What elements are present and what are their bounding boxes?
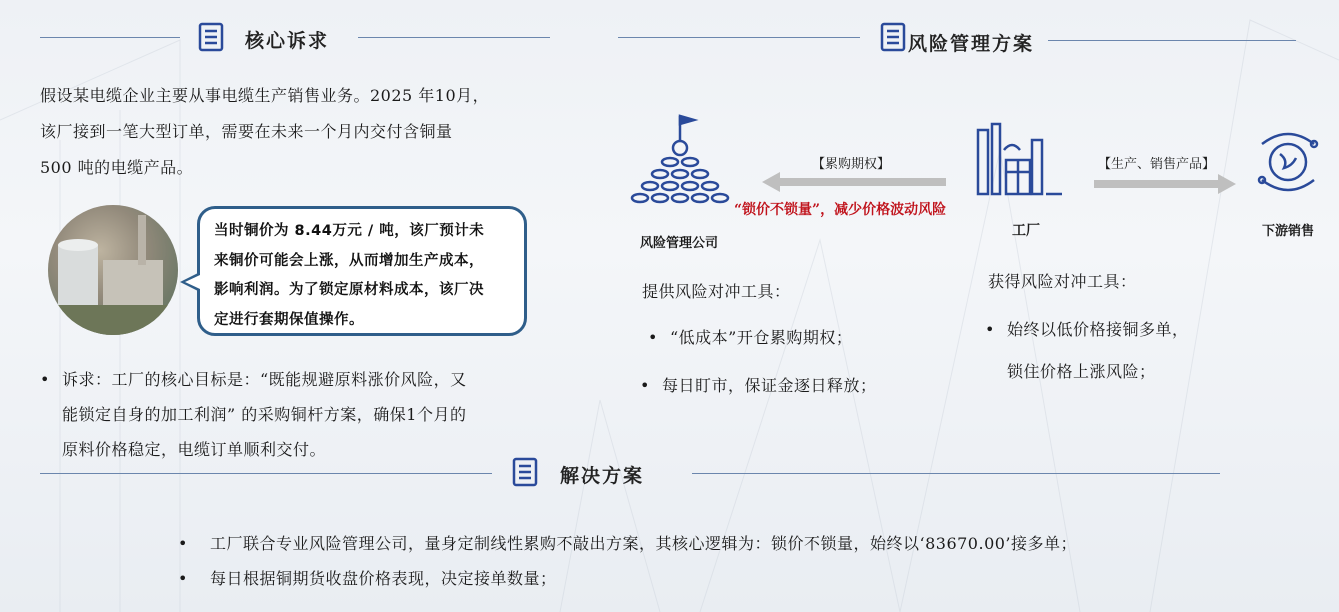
- provide-item-2: [640, 368, 877, 403]
- intro-paragraph: [40, 78, 560, 186]
- demand-line-2: 能锁定自身的加工利润” 的采购铜杆方案，确保1个月的: [62, 405, 467, 424]
- document-icon: [880, 22, 906, 52]
- provide-item-text: 每日盯市，保证金逐日释放；: [662, 376, 877, 395]
- factory-photo: [48, 205, 178, 335]
- divider-solution-right: [692, 473, 1220, 474]
- bubble-line-3: 影响利润。为了锁定原材料成本，该厂决: [214, 282, 484, 298]
- node-factory: 工厂: [1012, 223, 1040, 239]
- arrow-right: [1094, 174, 1236, 194]
- divider-risk-right: [1048, 40, 1296, 41]
- obtain-title: 获得风险对冲工具：: [988, 272, 1137, 291]
- provide-item-text: “低成本”开仓累购期权；: [670, 328, 853, 347]
- document-icon: [512, 457, 538, 487]
- divider-risk-left: [618, 37, 860, 38]
- bubble-tail-inner: [185, 275, 200, 289]
- arrow-left: [762, 172, 946, 192]
- provide-title: 提供风险对冲工具：: [642, 282, 791, 301]
- intro-line-3: 500 吨的电缆产品。: [40, 158, 194, 177]
- arrow-left-label: 【累购期权】: [812, 157, 891, 172]
- section-title-risk-plan: 风险管理方案: [908, 33, 1035, 55]
- provide-item-1: [648, 320, 853, 355]
- solution-item-2: [178, 561, 1310, 596]
- bullet-dot: •: [640, 376, 650, 395]
- bullet-dot: •: [178, 569, 188, 588]
- intro-line-1: 假设某电缆企业主要从事电缆生产销售业务。2025 年10月，: [40, 86, 490, 105]
- section-title-solution: 解决方案: [560, 465, 645, 487]
- factory-icon: [972, 120, 1067, 198]
- document-icon: [198, 22, 224, 52]
- bubble-line-4: 定进行套期保值操作。: [214, 311, 364, 328]
- bullet-dot: •: [40, 370, 50, 389]
- demand-line-1: 诉求：工厂的核心目标是：“既能规避原料涨价风险，又: [62, 370, 467, 389]
- intro-line-2: 该厂接到一笔大型订单，需要在未来一个月内交付含铜量: [40, 122, 453, 141]
- demand-bullet: [40, 362, 562, 467]
- bubble-line-1: 当时铜价为 8.44万元 / 吨，该厂预计未: [214, 223, 485, 239]
- bullet-dot: •: [985, 320, 995, 339]
- node-downstream-sales: 下游销售: [1262, 224, 1315, 239]
- obtain-line-1: 始终以低价格接铜多单，: [1007, 320, 1189, 339]
- divider-left-2: [358, 37, 550, 38]
- section-title-core-demand: 核心诉求: [245, 30, 330, 52]
- red-note: “锁价不锁量”，减少价格波动风险: [734, 202, 947, 218]
- obtain-item: [985, 312, 1189, 389]
- obtain-line-2: 锁住价格上涨风险；: [1007, 362, 1156, 381]
- globe-sales-icon: [1248, 124, 1328, 200]
- solution-item-1: [178, 526, 1310, 561]
- node-risk-company: 风险管理公司: [640, 236, 719, 251]
- speech-bubble: [197, 206, 527, 336]
- demand-line-3: 原料价格稳定，电缆订单顺利交付。: [62, 440, 327, 459]
- bubble-line-2: 来铜价可能会上涨，从而增加生产成本，: [214, 252, 484, 269]
- divider-left: [40, 37, 180, 38]
- bullet-dot: •: [648, 328, 658, 347]
- coin-stack-icon: [622, 112, 738, 212]
- divider-solution-left: [40, 473, 492, 474]
- solution-item-text: 工厂联合专业风险管理公司，量身定制线性累购不敲出方案，其核心逻辑为：锁价不锁量，始终以‘83670.00’接多单；: [210, 534, 1078, 553]
- solution-item-text: 每日根据铜期货收盘价格表现，决定接单数量；: [210, 569, 557, 588]
- bullet-dot: •: [178, 534, 188, 553]
- arrow-right-label: 【生产、销售产品】: [1098, 157, 1216, 172]
